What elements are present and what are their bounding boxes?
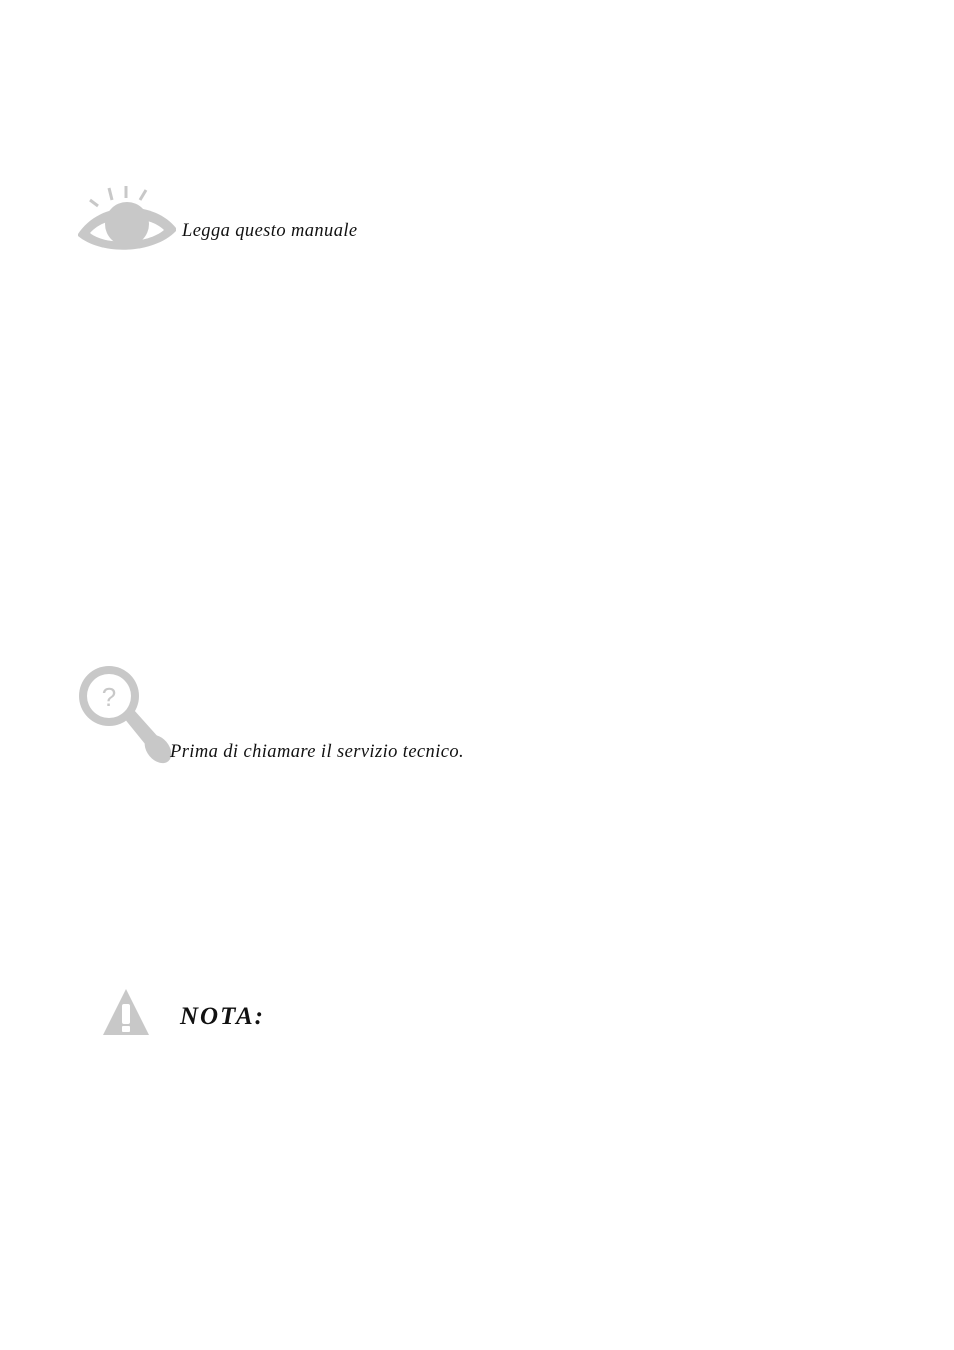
eye-icon [76, 184, 180, 250]
warning-icon [101, 987, 151, 1037]
read-manual-label: Legga questo manuale [182, 221, 358, 241]
before-service-label: Prima di chiamare il servizio tecnico. [170, 742, 465, 762]
magnifier-question-icon [78, 664, 174, 766]
svg-text:?: ? [101, 682, 117, 712]
note-heading: NOTA: [180, 1003, 265, 1030]
